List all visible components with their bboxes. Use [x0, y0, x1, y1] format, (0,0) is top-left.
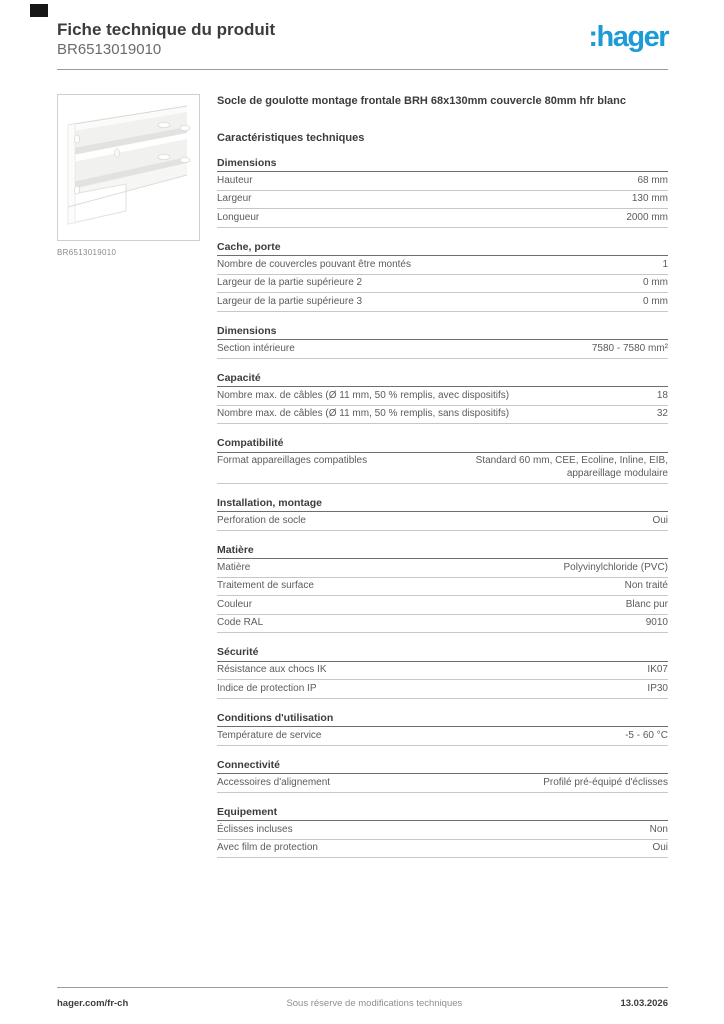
- spec-row: [217, 256, 668, 275]
- spec-row: [217, 275, 668, 294]
- spec-row-value: -5 - 60 °C: [625, 729, 668, 741]
- footer-date: 13.03.2026: [620, 998, 668, 1009]
- spec-row-label: Format appareillages compatibles: [217, 455, 368, 467]
- spec-row: [217, 840, 668, 859]
- spec-row-label: Traitement de surface: [217, 580, 314, 592]
- footer: [57, 987, 668, 1009]
- spec-section-title: Conditions d'utilisation: [217, 712, 668, 728]
- spec-row-value: 7580 - 7580 mm²: [591, 342, 668, 354]
- spec-row-value: IK07: [647, 664, 668, 676]
- spec-row-value: Standard 60 mm, CEE, Ecoline, Inline, EIB, appareillage modulaire: [475, 455, 668, 479]
- print-mark-icon: [30, 4, 48, 17]
- spec-section-title: Cache, porte: [217, 241, 668, 257]
- spec-row-value: Non: [649, 823, 668, 835]
- spec-row: [217, 727, 668, 746]
- spec-row-label: Température de service: [217, 729, 322, 741]
- spec-row-value: 18: [656, 389, 668, 401]
- product-image: [58, 95, 199, 240]
- spec-row: [217, 774, 668, 793]
- spec-section: [217, 544, 668, 634]
- spec-row: [217, 821, 668, 840]
- specs-column: [217, 94, 668, 871]
- spec-row-label: Matière: [217, 561, 251, 573]
- spec-row: [217, 209, 668, 228]
- spec-row-label: Largeur de la partie supérieure 2: [217, 277, 363, 289]
- spec-section-title: Dimensions: [217, 157, 668, 173]
- spec-section-title: Sécurité: [217, 646, 668, 662]
- spec-row-label: Résistance aux chocs IK: [217, 664, 327, 676]
- spec-row-value: Profilé pré-équipé d'éclisses: [543, 776, 668, 788]
- hager-logo: :hager: [588, 21, 668, 53]
- spec-section: [217, 241, 668, 312]
- spec-row-value: Oui: [652, 842, 668, 854]
- spec-row-value: 32: [656, 408, 668, 420]
- spec-row-value: Non traité: [624, 580, 668, 592]
- product-image-column: [57, 94, 217, 871]
- spec-section-title: Capacité: [217, 372, 668, 388]
- spec-section-title: Compatibilité: [217, 437, 668, 453]
- spec-row-value: 0 mm: [643, 277, 668, 289]
- spec-row-value: IP30: [647, 682, 668, 694]
- spec-row: [217, 172, 668, 191]
- spec-section: [217, 759, 668, 793]
- spec-row-label: Nombre de couvercles pouvant être montés: [217, 258, 411, 270]
- specs-heading: Caractéristiques techniques: [217, 131, 365, 144]
- footer-notice: Sous réserve de modifications techniques: [286, 998, 463, 1009]
- spec-row: [217, 578, 668, 597]
- product-reference: BR6513019010: [57, 41, 162, 59]
- spec-row-label: Code RAL: [217, 617, 264, 629]
- spec-row-value: 0 mm: [643, 295, 668, 307]
- spec-row-label: Nombre max. de câbles (Ø 11 mm, 50 % remplis, sans dispositifs): [217, 408, 510, 420]
- spec-row-label: Largeur: [217, 193, 252, 205]
- spec-row-value: Blanc pur: [625, 598, 668, 610]
- spec-row: [217, 559, 668, 578]
- spec-section: [217, 712, 668, 746]
- spec-row: [217, 453, 668, 484]
- spec-row: [217, 387, 668, 406]
- spec-row-label: Indice de protection IP: [217, 682, 317, 694]
- spec-section-title: Equipement: [217, 806, 668, 822]
- spec-row-label: Longueur: [217, 211, 260, 223]
- spec-section: [217, 157, 668, 228]
- spec-row-label: Nombre max. de câbles (Ø 11 mm, 50 % remplis, avec dispositifs): [217, 389, 510, 401]
- spec-row-value: 2000 mm: [626, 211, 668, 223]
- spec-section: [217, 497, 668, 531]
- header-title-block: [57, 20, 275, 60]
- spec-row-label: Avec film de protection: [217, 842, 318, 854]
- product-description: Socle de goulotte montage frontale BRH 68x130mm couvercle 80mm hfr blanc: [217, 94, 626, 107]
- spec-row-label: Couleur: [217, 598, 253, 610]
- header-divider: [57, 69, 668, 70]
- spec-row-value: 1: [662, 258, 668, 270]
- footer-site-link[interactable]: hager.com/fr-ch: [57, 998, 129, 1009]
- spec-section-title: Installation, montage: [217, 497, 668, 513]
- spec-section: [217, 646, 668, 699]
- spec-row-value: Polyvinylchloride (PVC): [563, 561, 668, 573]
- spec-row: [217, 680, 668, 699]
- spec-row-label: Section intérieure: [217, 342, 295, 354]
- spec-row: [217, 662, 668, 681]
- spec-row: [217, 596, 668, 615]
- header: [57, 20, 668, 60]
- page-title: Fiche technique du produit: [57, 20, 276, 39]
- spec-row-label: Largeur de la partie supérieure 3: [217, 295, 363, 307]
- spec-row-value: 68 mm: [637, 174, 668, 186]
- spec-row: [217, 615, 668, 634]
- spec-row-label: Accessoires d'alignement: [217, 776, 331, 788]
- spec-section-title: Dimensions: [217, 325, 668, 341]
- content: [57, 94, 668, 871]
- spec-row-value: 9010: [645, 617, 668, 629]
- spec-row-value: Oui: [652, 514, 668, 526]
- spec-section: [217, 806, 668, 859]
- spec-sections: [217, 157, 668, 859]
- spec-section: [217, 325, 668, 359]
- product-image-frame: [57, 94, 200, 241]
- spec-row-value: 130 mm: [631, 193, 668, 205]
- spec-row-label: Éclisses incluses: [217, 823, 293, 835]
- product-image-caption: BR6513019010: [57, 247, 117, 257]
- spec-row: [217, 406, 668, 425]
- spec-row-label: Hauteur: [217, 174, 253, 186]
- spec-section: [217, 437, 668, 484]
- spec-row: [217, 340, 668, 359]
- spec-row-label: Perforation de socle: [217, 514, 306, 526]
- spec-row: [217, 293, 668, 312]
- spec-section-title: Matière: [217, 544, 668, 560]
- spec-section: [217, 372, 668, 425]
- spec-section-title: Connectivité: [217, 759, 668, 775]
- spec-row: [217, 512, 668, 531]
- spec-row: [217, 191, 668, 210]
